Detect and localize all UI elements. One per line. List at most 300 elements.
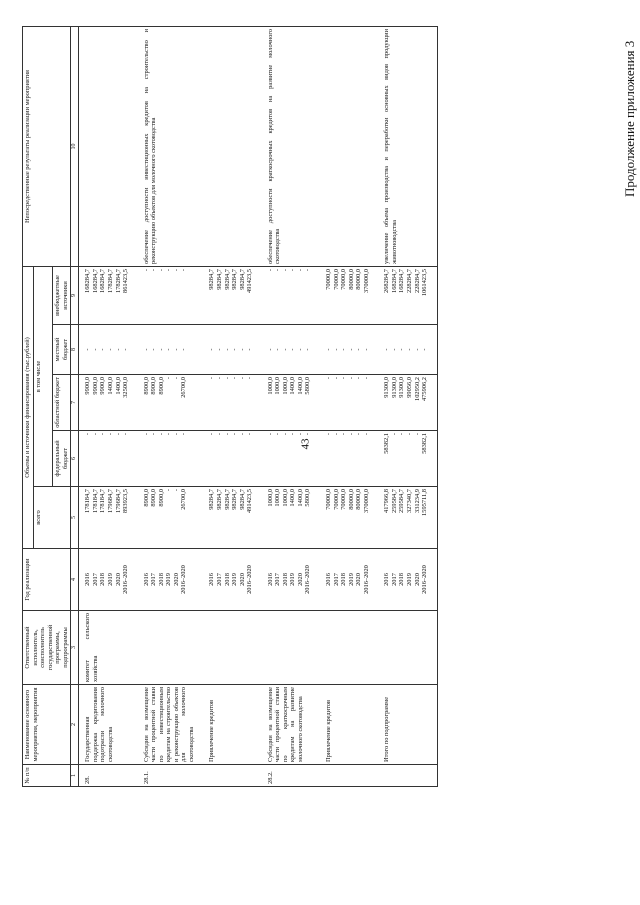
row-extra-value: 228284,7 <box>405 269 413 293</box>
row-regional-value: - <box>223 377 231 380</box>
row-total <box>79 487 138 549</box>
row-local-value: - <box>362 348 370 351</box>
row-years-value: 2017 <box>390 573 398 586</box>
row-local-value: - <box>157 348 165 351</box>
row-years-value: 2019 <box>347 573 355 586</box>
row-executor <box>262 611 320 685</box>
row-number: 28.2. <box>262 765 320 787</box>
row-total-value: 327340,7 <box>405 489 413 513</box>
row-years-value: 2017 <box>216 573 224 586</box>
row-years-value: 2020 <box>114 573 122 586</box>
row-total-value: 1000,0 <box>274 489 282 507</box>
row-regional-value: 91300,0 <box>398 377 406 398</box>
row-federal-value: - <box>216 433 224 436</box>
row-federal-value: - <box>390 433 398 436</box>
row-local-value: - <box>84 348 92 351</box>
row-regional-value: 1000,0 <box>281 377 289 395</box>
row-local-value: - <box>340 348 348 351</box>
row-result <box>203 27 261 267</box>
row-federal-value: - <box>91 433 99 436</box>
row-total-value: 417966,8 <box>383 489 391 513</box>
row-years-value: 2016 <box>142 573 150 586</box>
row-executor <box>203 611 261 685</box>
row-years-value: 2016 <box>266 573 274 586</box>
row-local-value: - <box>296 348 304 351</box>
row-regional <box>262 375 320 431</box>
row-regional-value: 5800,0 <box>304 377 312 395</box>
row-result: обеспечение доступности краткосрочных кредитов на развитие молочного скотоводства <box>262 27 320 267</box>
row-federal-value: - <box>114 433 122 436</box>
row-number: 28.1. <box>138 765 204 787</box>
column-index-cell: 2 <box>71 685 79 765</box>
row-regional-value: 99056,0 <box>405 377 413 398</box>
row-extra-value: 178284,7 <box>107 269 114 293</box>
row-total-value: 370000,0 <box>362 489 370 513</box>
row-federal <box>79 431 138 487</box>
row-total-value: 1400,0 <box>289 489 297 507</box>
row-years <box>79 549 138 611</box>
row-federal-value: - <box>157 433 165 436</box>
row-extra-value: 268284,7 <box>383 269 391 293</box>
row-total-value: 80000,0 <box>355 489 363 510</box>
row-federal-value: - <box>208 433 216 436</box>
row-regional-value: 9900,0 <box>99 377 107 395</box>
row-years-value: 2016 <box>84 573 92 586</box>
row-regional-value: - <box>332 377 340 380</box>
row-extra-value: - <box>142 269 150 272</box>
row-total-value: 491423,5 <box>246 489 254 513</box>
row-years-value: 2016–2020 <box>246 565 254 594</box>
row-federal <box>203 431 261 487</box>
column-index-cell: 4 <box>71 549 79 611</box>
row-local-value: - <box>413 348 421 351</box>
row-years-value: 2019 <box>231 573 239 586</box>
column-index-cell: 9 <box>71 267 79 325</box>
row-local-value: - <box>246 348 254 351</box>
row-total <box>138 487 204 549</box>
row-local-value: - <box>332 348 340 351</box>
row-total-value: 98284,7 <box>208 489 216 510</box>
row-federal-value: 58382,1 <box>383 433 391 454</box>
row-extra-value: 168284,7 <box>84 269 92 293</box>
row-result <box>320 27 378 267</box>
row-federal-value: - <box>150 433 158 436</box>
row-local <box>203 325 261 375</box>
header-local: местный бюджет <box>53 325 71 375</box>
table-body <box>79 27 437 787</box>
row-total-value: 70000,0 <box>340 489 348 510</box>
row-federal-value: - <box>266 433 274 436</box>
row-extra-value: 491423,5 <box>246 269 254 293</box>
funding-table <box>22 26 438 787</box>
row-federal-value: - <box>405 433 413 436</box>
row-federal-value: - <box>296 433 304 436</box>
row-total-value: 26700,0 <box>180 489 188 510</box>
row-years-value: 2020 <box>296 573 304 586</box>
row-federal-value: - <box>340 433 348 436</box>
header-extra: внебюджетные источники <box>53 267 71 325</box>
header-executor: Ответственный исполнитель, соисполнитель государственной программы, подпрограммы <box>23 611 71 685</box>
row-total-value: 178184,7 <box>84 489 92 513</box>
row-local-value: - <box>114 348 122 351</box>
row-regional-value: 8900,0 <box>157 377 165 395</box>
row-local-value: - <box>223 348 231 351</box>
row-total-value: 178184,7 <box>91 489 99 513</box>
row-local <box>79 325 138 375</box>
row-total-value: 98284,7 <box>223 489 231 510</box>
column-index-cell: 3 <box>71 611 79 685</box>
row-local-value: - <box>398 348 406 351</box>
row-years-value: 2018 <box>398 573 406 586</box>
row-total-value: 1595711,8 <box>421 489 429 516</box>
row-regional-value: - <box>208 377 216 380</box>
row-regional-value: 1400,0 <box>296 377 304 395</box>
row-extra-value: 168284,7 <box>398 269 406 293</box>
row-extra-value: 370000,0 <box>362 269 370 293</box>
column-index-cell: 5 <box>71 487 79 549</box>
row-federal-value: - <box>107 433 114 436</box>
row-activity-name: Субсидии на возмещение части процентной ставки по краткосрочным кредитам на развитие молочного скотоводства <box>262 685 320 765</box>
row-local-value: - <box>231 348 239 351</box>
row-regional-value: - <box>231 377 239 380</box>
row-years-value: 2017 <box>274 573 282 586</box>
row-federal-value: - <box>355 433 363 436</box>
row-local-value: - <box>172 348 180 351</box>
row-activity-name: Привлечение кредитов <box>203 685 261 765</box>
row-total-value: 8900,0 <box>142 489 150 507</box>
column-index-cell: 7 <box>71 375 79 431</box>
row-extra-value: - <box>289 269 297 272</box>
row-extra-value: 98284,7 <box>208 269 216 290</box>
row-activity-name: Субсидии на возмещение части процентной ставки по инвестиционным кредитам на строительство и реконструкцию объектов для молочного скотоводства <box>138 685 204 765</box>
table-row <box>79 27 138 787</box>
row-result <box>79 27 138 267</box>
row-result: обеспечение доступности инвестиционных кредитов на строительство и реконструкцию объектов для молочного скотоводства <box>138 27 204 267</box>
row-activity-name: Итого по подпрограмме <box>378 685 437 765</box>
row-years-value: 2016–2020 <box>304 565 312 594</box>
row-executor <box>320 611 378 685</box>
row-years <box>378 549 437 611</box>
row-federal <box>262 431 320 487</box>
row-total-value: 98284,7 <box>231 489 239 510</box>
row-extra-value: 168284,7 <box>390 269 398 293</box>
row-years <box>138 549 204 611</box>
row-local-value: - <box>216 348 224 351</box>
row-years-value: 2017 <box>332 573 340 586</box>
row-federal-value: - <box>231 433 239 436</box>
row-regional-value: 1000,0 <box>266 377 274 395</box>
column-index-cell: 6 <box>71 431 79 487</box>
row-total-value: 98284,7 <box>216 489 224 510</box>
continuation-title: Продолжение приложения 3 <box>622 40 637 197</box>
row-years-value: 2019 <box>107 573 114 586</box>
row-executor: комитет сельского хозяйства <box>79 611 138 685</box>
row-federal <box>138 431 204 487</box>
table-row <box>262 27 320 787</box>
row-federal-value: 58382,1 <box>421 433 429 454</box>
row-local <box>262 325 320 375</box>
row-local-value: - <box>150 348 158 351</box>
row-regional-value: 91300,0 <box>390 377 398 398</box>
row-number <box>378 765 437 787</box>
row-years-value: 2020 <box>355 573 363 586</box>
row-years-value: 2018 <box>99 573 107 586</box>
row-years-value: 2019 <box>289 573 297 586</box>
row-federal-value: - <box>122 433 130 436</box>
row-total-value: - <box>165 489 173 492</box>
row-number: 28. <box>79 765 138 787</box>
row-extra-value: 861423,5 <box>122 269 130 293</box>
row-years-value: 2016–2020 <box>362 565 370 594</box>
row-regional <box>203 375 261 431</box>
row-years <box>320 549 378 611</box>
row-extra-value: 1061423,5 <box>421 269 429 297</box>
column-index-cell: 8 <box>71 325 79 375</box>
row-total-value: 259584,7 <box>398 489 406 513</box>
row-regional-value: - <box>165 377 173 380</box>
column-index-cell: 10 <box>71 27 79 267</box>
row-years-value: 2016–2020 <box>180 565 188 594</box>
header-num: № п/п <box>23 765 71 787</box>
row-result: увеличение объема производства и переработки основных видов продукции животноводства <box>378 27 437 267</box>
row-regional-value: 475906,2 <box>421 377 429 401</box>
row-executor <box>378 611 437 685</box>
row-years-value: 2016–2020 <box>421 565 429 594</box>
row-extra <box>320 267 378 325</box>
row-extra-value: - <box>172 269 180 272</box>
row-federal-value: - <box>180 433 188 436</box>
row-years-value: 2019 <box>405 573 413 586</box>
row-regional-value: 1000,0 <box>274 377 282 395</box>
row-total-value: 70000,0 <box>325 489 333 510</box>
row-regional-value: - <box>362 377 370 380</box>
row-federal-value: - <box>274 433 282 436</box>
row-regional <box>320 375 378 431</box>
row-federal-value: - <box>413 433 421 436</box>
row-local-value: - <box>274 348 282 351</box>
row-extra-value: - <box>157 269 165 272</box>
row-total-value: 893923,5 <box>122 489 130 513</box>
row-federal-value: - <box>398 433 406 436</box>
header-in-that-number: в том числе <box>33 267 53 487</box>
row-extra-value: 168284,7 <box>99 269 107 293</box>
row-total-value: 98284,7 <box>238 489 246 510</box>
row-federal-value: - <box>238 433 246 436</box>
row-local-value: - <box>347 348 355 351</box>
row-extra-value: - <box>274 269 282 272</box>
row-regional-value: - <box>325 377 333 380</box>
row-local-value: - <box>238 348 246 351</box>
row-total-value: 5800,0 <box>304 489 312 507</box>
row-total <box>203 487 261 549</box>
row-total-value: 259584,7 <box>390 489 398 513</box>
row-local <box>320 325 378 375</box>
row-total-value: 179684,7 <box>107 489 114 513</box>
row-local-value: - <box>304 348 312 351</box>
row-extra-value: 70000,0 <box>325 269 333 290</box>
row-local-value: - <box>405 348 413 351</box>
row-years-value: 2020 <box>413 573 421 586</box>
row-regional <box>79 375 138 431</box>
row-local <box>378 325 437 375</box>
row-extra-value: - <box>150 269 158 272</box>
row-regional-value: - <box>340 377 348 380</box>
row-extra-value: 98284,7 <box>238 269 246 290</box>
row-local-value: - <box>107 348 114 351</box>
row-local-value: - <box>383 348 391 351</box>
row-total <box>320 487 378 549</box>
row-federal <box>378 431 437 487</box>
row-local-value: - <box>421 348 429 351</box>
row-total-value: 1400,0 <box>296 489 304 507</box>
row-years-value: 2016 <box>383 573 391 586</box>
row-regional-value: - <box>246 377 254 380</box>
row-extra <box>138 267 204 325</box>
row-years-value: 2018 <box>223 573 231 586</box>
row-extra <box>79 267 138 325</box>
row-local-value: - <box>289 348 297 351</box>
row-federal-value: - <box>142 433 150 436</box>
row-federal <box>320 431 378 487</box>
row-total-value: 70000,0 <box>332 489 340 510</box>
row-local-value: - <box>281 348 289 351</box>
row-extra-value: - <box>165 269 173 272</box>
row-local-value: - <box>355 348 363 351</box>
column-index-cell: 1 <box>71 765 79 787</box>
row-regional <box>138 375 204 431</box>
row-activity-name: Государственная поддержка кредитования подотрасли молочного скотоводства <box>79 685 138 765</box>
header-regional: областной бюджет <box>53 375 71 431</box>
row-total-value: 178184,7 <box>99 489 107 513</box>
row-years <box>203 549 261 611</box>
row-years-value: 2016 <box>325 573 333 586</box>
row-extra-value: 80000,0 <box>347 269 355 290</box>
row-local-value: - <box>208 348 216 351</box>
row-federal-value: - <box>223 433 231 436</box>
column-index-row <box>71 27 79 787</box>
row-extra-value: 168284,7 <box>91 269 99 293</box>
row-extra-value: 98284,7 <box>216 269 224 290</box>
row-federal-value: - <box>172 433 180 436</box>
row-regional-value: 26700,0 <box>180 377 188 398</box>
row-federal-value: - <box>289 433 297 436</box>
row-local-value: - <box>266 348 274 351</box>
row-regional-value: 9900,0 <box>84 377 92 395</box>
row-extra <box>262 267 320 325</box>
row-local-value: - <box>122 348 130 351</box>
row-local-value: - <box>165 348 173 351</box>
row-regional-value: - <box>172 377 180 380</box>
row-regional-value: 102950,2 <box>413 377 421 401</box>
row-extra-value: - <box>281 269 289 272</box>
row-local-value: - <box>180 348 188 351</box>
row-federal-value: - <box>362 433 370 436</box>
row-extra-value: - <box>266 269 274 272</box>
row-regional-value: - <box>355 377 363 380</box>
row-local-value: - <box>325 348 333 351</box>
row-federal-value: - <box>99 433 107 436</box>
row-executor <box>138 611 204 685</box>
row-years-value: 2017 <box>150 573 158 586</box>
row-extra-value: 98284,7 <box>223 269 231 290</box>
header-federal: федеральный бюджет <box>53 431 71 487</box>
row-regional-value: 9900,0 <box>91 377 99 395</box>
row-years-value: 2016–2020 <box>122 565 130 594</box>
row-extra-value: 80000,0 <box>355 269 363 290</box>
row-total-value: 8900,0 <box>150 489 158 507</box>
row-regional-value: - <box>238 377 246 380</box>
table-row <box>138 27 204 787</box>
row-federal-value: - <box>347 433 355 436</box>
row-total-value: 8900,0 <box>157 489 165 507</box>
row-local-value: - <box>390 348 398 351</box>
row-federal-value: - <box>332 433 340 436</box>
table-row <box>203 27 261 787</box>
row-regional-value: 8900,0 <box>150 377 158 395</box>
row-years-value: 2019 <box>165 573 173 586</box>
row-total-value: 1000,0 <box>281 489 289 507</box>
row-extra-value: - <box>304 269 312 272</box>
header-year: Год реализации <box>23 549 71 611</box>
row-federal-value: - <box>281 433 289 436</box>
row-extra-value: 70000,0 <box>332 269 340 290</box>
page-number: 43 <box>299 438 312 450</box>
row-federal-value: - <box>304 433 312 436</box>
row-federal-value: - <box>165 433 173 436</box>
row-total <box>262 487 320 549</box>
row-regional-value: 8900,0 <box>142 377 150 395</box>
row-federal-value: - <box>84 433 92 436</box>
row-extra-value: - <box>296 269 304 272</box>
row-federal-value: - <box>325 433 333 436</box>
row-extra <box>203 267 261 325</box>
row-local-value: - <box>99 348 107 351</box>
row-years <box>262 549 320 611</box>
row-total-value: 179684,7 <box>114 489 122 513</box>
row-years-value: 2018 <box>281 573 289 586</box>
header-total: всего <box>33 487 71 549</box>
row-number <box>320 765 378 787</box>
row-local <box>138 325 204 375</box>
table-row <box>320 27 378 787</box>
row-years-value: 2018 <box>157 573 165 586</box>
row-total-value: 331234,9 <box>413 489 421 513</box>
row-regional-value: 1400,0 <box>107 377 114 395</box>
row-extra-value: 70000,0 <box>340 269 348 290</box>
row-extra-value: 228284,7 <box>413 269 421 293</box>
row-regional-value: - <box>347 377 355 380</box>
row-number <box>203 765 261 787</box>
row-extra-value: 178284,7 <box>114 269 122 293</box>
row-local-value: - <box>142 348 150 351</box>
row-total-value: 1000,0 <box>266 489 274 507</box>
row-regional-value: 1400,0 <box>114 377 122 395</box>
row-local-value: - <box>91 348 99 351</box>
row-years-value: 2020 <box>172 573 180 586</box>
row-regional <box>378 375 437 431</box>
row-regional-value: 1400,0 <box>289 377 297 395</box>
row-total-value: 80000,0 <box>347 489 355 510</box>
row-years-value: 2020 <box>238 573 246 586</box>
row-years-value: 2016 <box>208 573 216 586</box>
row-total-value: - <box>172 489 180 492</box>
header-name: Наименование основного мероприятия, мероприятия <box>23 685 71 765</box>
header-result: Непосредственные результаты реализации мероприятия <box>23 27 71 267</box>
row-total <box>378 487 437 549</box>
row-regional-value: - <box>216 377 224 380</box>
row-years-value: 2017 <box>91 573 99 586</box>
row-extra-value: - <box>180 269 188 272</box>
